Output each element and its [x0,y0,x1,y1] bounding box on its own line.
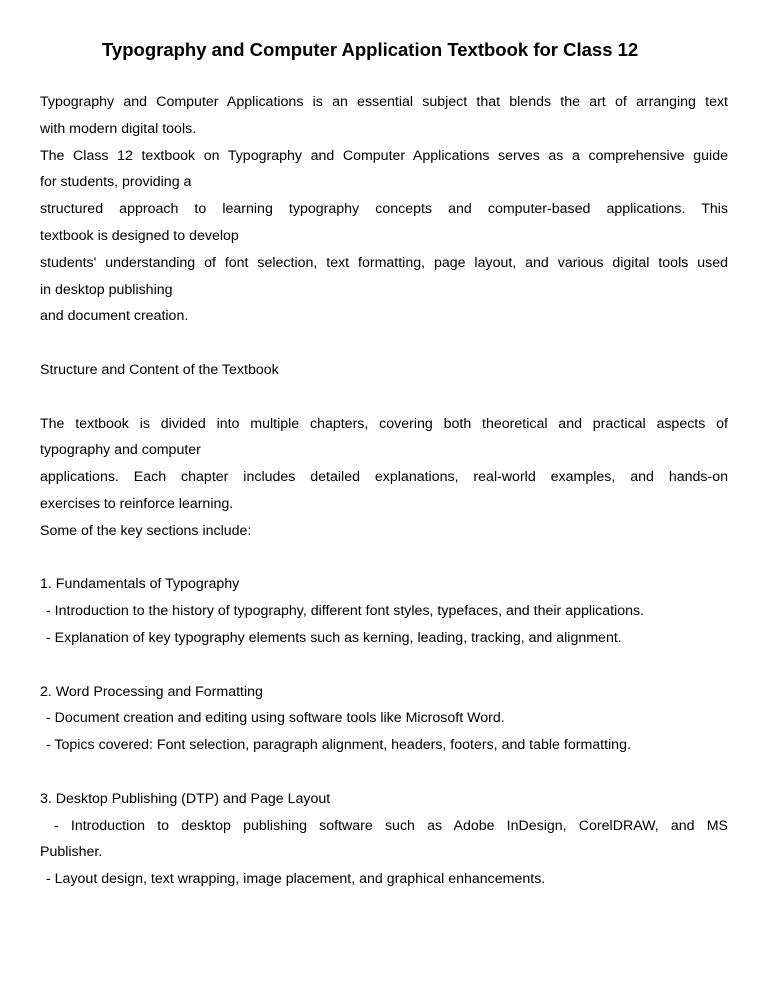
section-3-heading: 3. Desktop Publishing (DTP) and Page Layout [40,790,331,807]
structure-line: exercises to reinforce learning. [40,495,234,512]
intro-paragraph [40,89,728,330]
section-1-heading: 1. Fundamentals of Typography [40,576,240,593]
section-2-point: - Document creation and editing using software tools like Microsoft Word. [46,710,505,727]
section-2-heading: 2. Word Processing and Formatting [40,683,263,700]
intro-line: The Class 12 textbook on Typography and Computer Applications serves as a comprehensive guide [40,147,728,164]
structure-line: The textbook is divided into multiple chapters, covering both theoretical and practical aspects of [40,415,728,432]
document-body [40,89,728,893]
spacer [40,652,728,679]
structure-line: Some of the key sections include: [40,522,252,539]
spacer [40,384,728,411]
intro-line: Typography and Computer Applications is an essential subject that blends the art of arranging text [40,94,728,110]
intro-line: textbook is designed to develop [40,227,239,244]
section-3-point: - Introduction to desktop publishing software such as Adobe InDesign, CorelDRAW, and MS [54,817,728,834]
intro-line: in desktop publishing [40,281,173,298]
section-heading: Structure and Content of the Textbook [40,361,279,378]
spacer [40,330,728,357]
section-2-point: - Topics covered: Font selection, paragraph alignment, headers, footers, and table formatting. [46,737,631,754]
document-page [40,0,728,893]
section-block-1 [40,571,728,651]
intro-line: for students, providing a [40,174,192,191]
spacer [40,759,728,786]
structure-line: typography and computer [40,442,201,459]
structure-paragraph [40,411,728,545]
section-block-2 [40,679,728,759]
intro-line: with modern digital tools. [40,120,197,137]
section-1-point: - Introduction to the history of typography, different font styles, typefaces, and their applications. [46,603,645,620]
intro-line: and document creation. [40,308,189,325]
spacer [40,545,728,572]
intro-line: students' understanding of font selection, text formatting, page layout, and various digital tools used [40,254,728,271]
section-3-point: - Layout design, text wrapping, image placement, and graphical enhancements. [46,871,546,888]
section-3-point: Publisher. [40,844,103,861]
intro-line: structured approach to learning typography concepts and computer-based applications. This [40,201,728,218]
document-title: Typography and Computer Application Textbook for Class 12 [102,39,639,60]
section-block-3 [40,786,728,893]
structure-line: applications. Each chapter includes detailed explanations, real-world examples, and hands-on [40,469,728,486]
section-1-point: - Explanation of key typography elements such as kerning, leading, tracking, and alignment. [46,629,622,646]
